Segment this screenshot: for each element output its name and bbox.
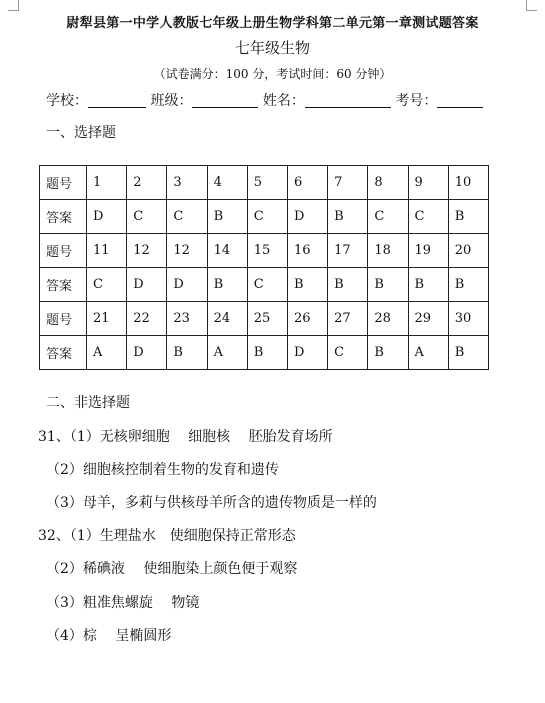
- table-cell: A: [207, 336, 247, 370]
- table-cell: B: [167, 336, 207, 370]
- table-cell: 12: [127, 234, 167, 268]
- table-cell: A: [408, 336, 448, 370]
- table-cell: 14: [207, 234, 247, 268]
- table-cell: 15: [247, 234, 287, 268]
- table-cell: D: [127, 336, 167, 370]
- page-corner-mark-left: [8, 0, 19, 11]
- table-cell: C: [368, 200, 408, 234]
- table-cell: B: [328, 268, 368, 302]
- table-cell: B: [207, 268, 247, 302]
- table-cell: D: [167, 268, 207, 302]
- table-cell: 25: [247, 302, 287, 336]
- row-header-cell: 答案: [40, 268, 87, 302]
- table-cell: 23: [167, 302, 207, 336]
- table-cell: B: [448, 268, 488, 302]
- table-cell: 30: [448, 302, 488, 336]
- table-row: [40, 166, 489, 200]
- table-cell: C: [87, 268, 127, 302]
- table-cell: 8: [368, 166, 408, 200]
- table-cell: C: [247, 200, 287, 234]
- answer-line: （2）细胞核控制着生物的发育和遗传: [46, 462, 279, 478]
- table-cell: 28: [368, 302, 408, 336]
- table-cell: 24: [207, 302, 247, 336]
- table-row: [40, 302, 489, 336]
- table-cell: C: [167, 200, 207, 234]
- table-cell: B: [368, 268, 408, 302]
- table-cell: 11: [87, 234, 127, 268]
- table-cell: 7: [328, 166, 368, 200]
- table-cell: B: [448, 336, 488, 370]
- document-subtitle: 七年级生物: [234, 39, 310, 57]
- table-row: [40, 268, 489, 302]
- table-cell: 22: [127, 302, 167, 336]
- exam-note: （试卷满分：100 分，考试时间：60 分钟）: [153, 67, 392, 81]
- table-cell: B: [328, 200, 368, 234]
- table-cell: B: [287, 268, 327, 302]
- table-cell: 20: [448, 234, 488, 268]
- table-cell: 9: [408, 166, 448, 200]
- table-cell: C: [247, 268, 287, 302]
- section-choice-title: 一、选择题: [46, 125, 116, 141]
- answer-line: 31、（1）无核卵细胞 细胞核 胚胎发育场所: [38, 429, 333, 445]
- table-cell: D: [287, 336, 327, 370]
- exam-no-blank: [437, 93, 483, 108]
- row-header-cell: 题号: [40, 166, 87, 200]
- table-cell: C: [328, 336, 368, 370]
- row-header-cell: 答案: [40, 336, 87, 370]
- school-blank: [88, 93, 146, 108]
- name-label: 姓名：: [262, 93, 305, 109]
- table-cell: B: [207, 200, 247, 234]
- table-cell: D: [287, 200, 327, 234]
- row-header-cell: 题号: [40, 234, 87, 268]
- table-cell: B: [408, 268, 448, 302]
- table-cell: 21: [87, 302, 127, 336]
- table-cell: C: [127, 200, 167, 234]
- name-blank: [305, 93, 391, 108]
- table-cell: 29: [408, 302, 448, 336]
- table-cell: C: [408, 200, 448, 234]
- school-label: 学校：: [46, 93, 88, 109]
- table-row: [40, 336, 489, 370]
- table-cell: 12: [167, 234, 207, 268]
- table-row: [40, 200, 489, 234]
- answer-line: （3）粗准焦螺旋 物镜: [46, 595, 200, 611]
- table-cell: B: [368, 336, 408, 370]
- table-cell: 19: [408, 234, 448, 268]
- row-header-cell: 题号: [40, 302, 87, 336]
- table-cell: 2: [127, 166, 167, 200]
- table-cell: 17: [328, 234, 368, 268]
- table-cell: D: [127, 268, 167, 302]
- table-cell: 1: [87, 166, 127, 200]
- table-cell: 16: [287, 234, 327, 268]
- table-cell: 6: [287, 166, 327, 200]
- answer-line: 32、（1）生理盐水 使细胞保持正常形态: [38, 528, 296, 544]
- table-cell: B: [247, 336, 287, 370]
- table-cell: 4: [207, 166, 247, 200]
- table-cell: 5: [247, 166, 287, 200]
- table-row: [40, 234, 489, 268]
- table-cell: 26: [287, 302, 327, 336]
- table-cell: 27: [328, 302, 368, 336]
- page-corner-mark-right: [526, 0, 537, 11]
- table-cell: 10: [448, 166, 488, 200]
- table-cell: A: [87, 336, 127, 370]
- class-label: 班级：: [150, 93, 193, 109]
- answer-line: （2）稀碘液 使细胞染上颜色便于观察: [46, 561, 298, 577]
- table-cell: D: [87, 200, 127, 234]
- table-cell: B: [448, 200, 488, 234]
- exam-no-label: 考号：: [395, 93, 438, 109]
- answer-line: （4）棕 呈椭圆形: [46, 628, 172, 644]
- section-nonchoice-title: 二、非选择题: [46, 395, 130, 411]
- row-header-cell: 答案: [40, 200, 87, 234]
- table-cell: 3: [167, 166, 207, 200]
- document-title: 尉犁县第一中学人教版七年级上册生物学科第二单元第一章测试题答案: [66, 16, 479, 31]
- answer-table: [39, 165, 489, 370]
- class-blank: [192, 93, 258, 108]
- answer-line: （3）母羊，多莉与供核母羊所含的遗传物质是一样的: [46, 495, 377, 511]
- student-info-line: [46, 90, 483, 110]
- table-cell: 18: [368, 234, 408, 268]
